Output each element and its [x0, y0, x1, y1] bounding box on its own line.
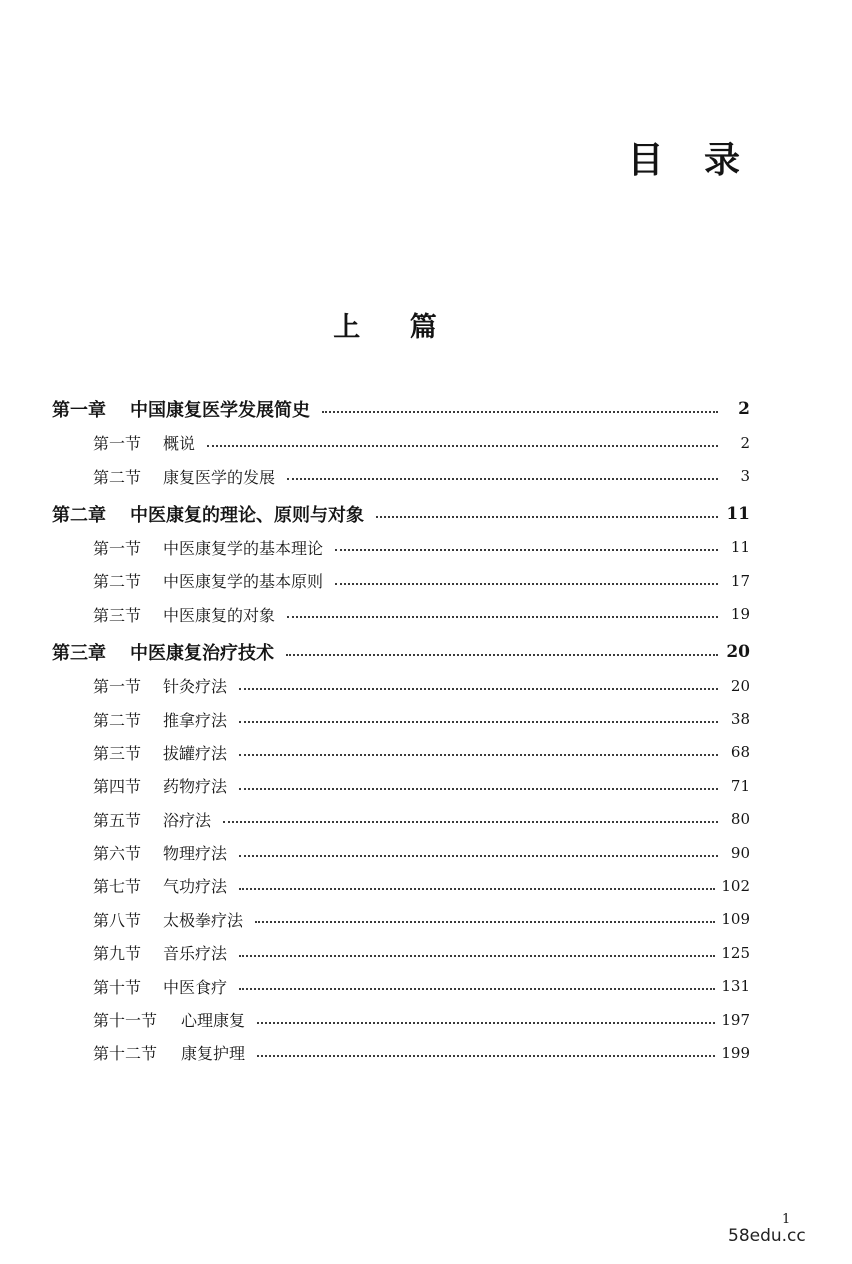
toc-section-entry[interactable] [52, 869, 750, 902]
dot-leader [286, 652, 718, 656]
section-number: 第二节 [93, 467, 142, 487]
toc-section-entry[interactable] [52, 702, 750, 735]
section-title: 拔罐疗法 [163, 743, 228, 763]
dot-leader [239, 953, 715, 957]
toc-section-entry[interactable] [52, 803, 750, 836]
section-page: 2 [740, 433, 750, 452]
section-page: 19 [730, 605, 750, 624]
chapter-page: 2 [738, 399, 750, 419]
section-title: 浴疗法 [163, 810, 212, 830]
page-number: 1 [782, 1212, 791, 1227]
chapter-title: 中医康复治疗技术 [130, 642, 274, 664]
toc-section-entry[interactable] [52, 969, 750, 1002]
dot-leader [287, 476, 718, 480]
section-page: 3 [740, 467, 750, 486]
toc-section-entry[interactable] [52, 736, 750, 769]
section-number: 第三节 [93, 605, 142, 625]
section-number: 第四节 [93, 777, 142, 797]
watermark: 58edu.cc [728, 1226, 806, 1246]
toc-section-entry[interactable] [52, 669, 750, 702]
dot-leader [257, 1053, 715, 1057]
section-page: 109 [721, 910, 750, 929]
toc-section-entry[interactable] [52, 459, 750, 492]
section-page: 17 [730, 571, 750, 590]
toc-section-entry[interactable] [52, 836, 750, 869]
dot-leader [239, 752, 718, 756]
toc-section-entry[interactable] [52, 936, 750, 969]
section-number: 第一节 [93, 434, 142, 454]
section-title: 康复护理 [181, 1044, 246, 1064]
toc-section-entry[interactable] [52, 564, 750, 597]
section-page: 80 [730, 810, 750, 829]
section-title: 音乐疗法 [163, 944, 228, 964]
section-number: 第八节 [93, 910, 142, 930]
dot-leader [239, 719, 718, 723]
chapter-page: 11 [726, 503, 750, 524]
section-page: 197 [721, 1010, 750, 1029]
section-title: 中医康复的对象 [163, 605, 276, 625]
section-page: 90 [730, 843, 750, 862]
section-title: 针灸疗法 [163, 677, 228, 697]
section-page: 20 [730, 676, 750, 695]
toc-chapter-entry[interactable] [52, 635, 750, 669]
section-page: 199 [721, 1043, 750, 1062]
section-number: 第一节 [93, 538, 142, 558]
dot-leader [207, 443, 718, 447]
section-title: 推拿疗法 [163, 710, 228, 730]
dot-leader [239, 686, 718, 690]
section-page: 38 [730, 710, 750, 729]
section-title: 康复医学的发展 [163, 467, 276, 487]
chapter-title: 中国康复医学发展简史 [130, 400, 310, 421]
section-title: 心理康复 [181, 1011, 246, 1031]
section-number: 第五节 [93, 810, 142, 830]
dot-leader [335, 547, 718, 551]
section-number: 第二节 [93, 572, 142, 592]
toc-chapter-entry[interactable] [52, 392, 750, 426]
section-number: 第十二节 [93, 1044, 158, 1064]
chapter-number: 第一章 [52, 400, 106, 421]
section-number: 第七节 [93, 877, 142, 897]
toc-section-entry[interactable] [52, 769, 750, 802]
section-title: 中医食疗 [163, 977, 228, 997]
section-page: 125 [721, 943, 750, 962]
section-page: 68 [730, 743, 750, 762]
dot-leader [239, 886, 715, 890]
toc-chapter-entry[interactable] [52, 497, 750, 531]
part-title: 上 篇 [333, 312, 457, 343]
dot-leader [239, 853, 718, 857]
section-number: 第三节 [93, 743, 142, 763]
dot-leader [335, 581, 718, 585]
section-number: 第二节 [93, 710, 142, 730]
dot-leader [322, 409, 718, 413]
chapter-number: 第三章 [52, 642, 106, 664]
section-title: 物理疗法 [163, 844, 228, 864]
section-title: 中医康复学的基本原则 [163, 572, 324, 592]
page-title: 目 录 [627, 139, 754, 181]
section-title: 概说 [163, 434, 196, 454]
toc-section-entry[interactable] [52, 1003, 750, 1036]
table-of-contents [52, 392, 750, 1070]
section-page: 131 [721, 977, 750, 996]
dot-leader [223, 819, 718, 823]
toc-section-entry[interactable] [52, 903, 750, 936]
chapter-page: 20 [726, 641, 750, 662]
dot-leader [376, 514, 718, 518]
section-title: 气功疗法 [163, 877, 228, 897]
dot-leader [257, 1020, 715, 1024]
section-page: 11 [730, 538, 750, 557]
section-number: 第十节 [93, 977, 142, 997]
section-number: 第一节 [93, 677, 142, 697]
dot-leader [239, 986, 715, 990]
section-title: 太极拳疗法 [163, 910, 244, 930]
section-page: 71 [730, 776, 750, 795]
dot-leader [287, 614, 718, 618]
toc-section-entry[interactable] [52, 531, 750, 564]
section-number: 第六节 [93, 844, 142, 864]
section-number: 第十一节 [93, 1011, 158, 1031]
toc-section-entry[interactable] [52, 598, 750, 631]
section-page: 102 [721, 876, 750, 895]
chapter-number: 第二章 [52, 504, 106, 526]
toc-section-entry[interactable] [52, 426, 750, 459]
toc-section-entry[interactable] [52, 1036, 750, 1069]
dot-leader [255, 919, 715, 923]
section-title: 药物疗法 [163, 777, 228, 797]
section-title: 中医康复学的基本理论 [163, 538, 324, 558]
section-number: 第九节 [93, 944, 142, 964]
dot-leader [239, 786, 718, 790]
chapter-title: 中医康复的理论、原则与对象 [130, 504, 364, 526]
